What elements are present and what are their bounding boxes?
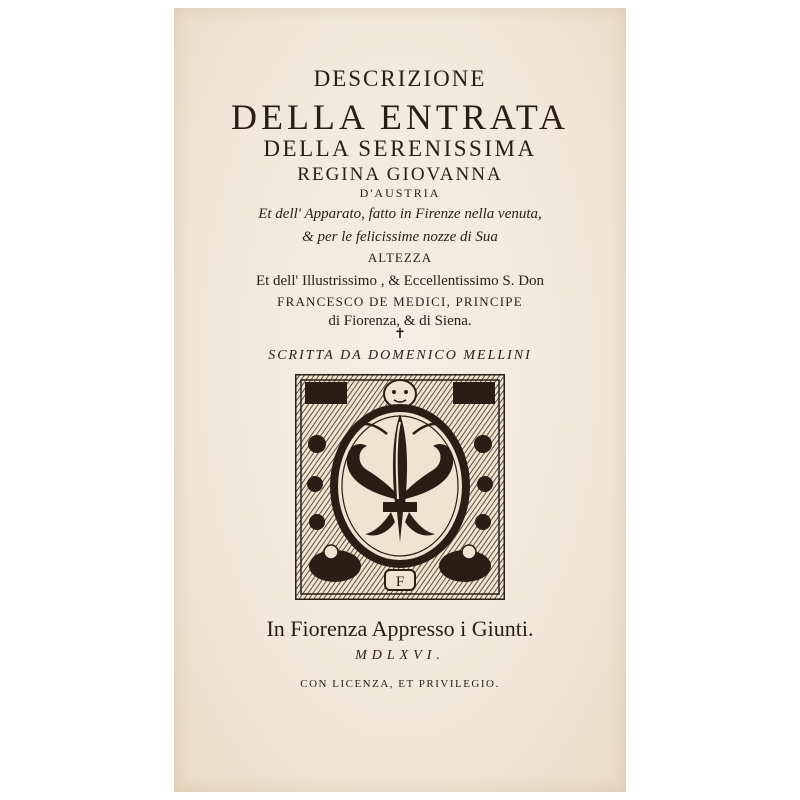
subtitle-apparato: Et dell' Apparato, fatto in Firenze nella venuta, bbox=[258, 206, 542, 222]
dedication-place: di Fiorenza, & di Siena. bbox=[328, 313, 472, 329]
title-line-entrata: DELLA ENTRATA bbox=[230, 97, 570, 137]
title-line-descrizione: DESCRIZIONE bbox=[313, 66, 487, 91]
printers-device-woodcut bbox=[295, 374, 505, 600]
author-line: SCRITTA DA DOMENICO MELLINI bbox=[268, 348, 532, 363]
dedication-line: Et dell' Illustrissimo , & Eccellentissimo S. Don bbox=[255, 273, 545, 289]
title-line-serenissima: DELLA SERENISSIMA bbox=[263, 136, 537, 161]
imprint-line: In Fiorenza Appresso i Giunti. bbox=[266, 616, 534, 641]
publication-year: MDLXVI. bbox=[355, 648, 445, 663]
title-line-austria: D'AUSTRIA bbox=[359, 186, 441, 200]
title-page bbox=[174, 8, 626, 792]
cross-ornament-icon: ✝ bbox=[394, 327, 406, 342]
title-line-regina: REGINA GIOVANNA bbox=[297, 164, 503, 185]
subtitle-nozze: & per le felicissime nozze di Sua bbox=[302, 229, 498, 245]
dedication-name: FRANCESCO DE MEDICI, PRINCIPE bbox=[277, 294, 523, 309]
subtitle-altezza: ALTEZZA bbox=[367, 250, 433, 265]
license-line: CON LICENZA, ET PRIVILEGIO. bbox=[300, 678, 500, 690]
device-monogram: F bbox=[395, 574, 405, 590]
